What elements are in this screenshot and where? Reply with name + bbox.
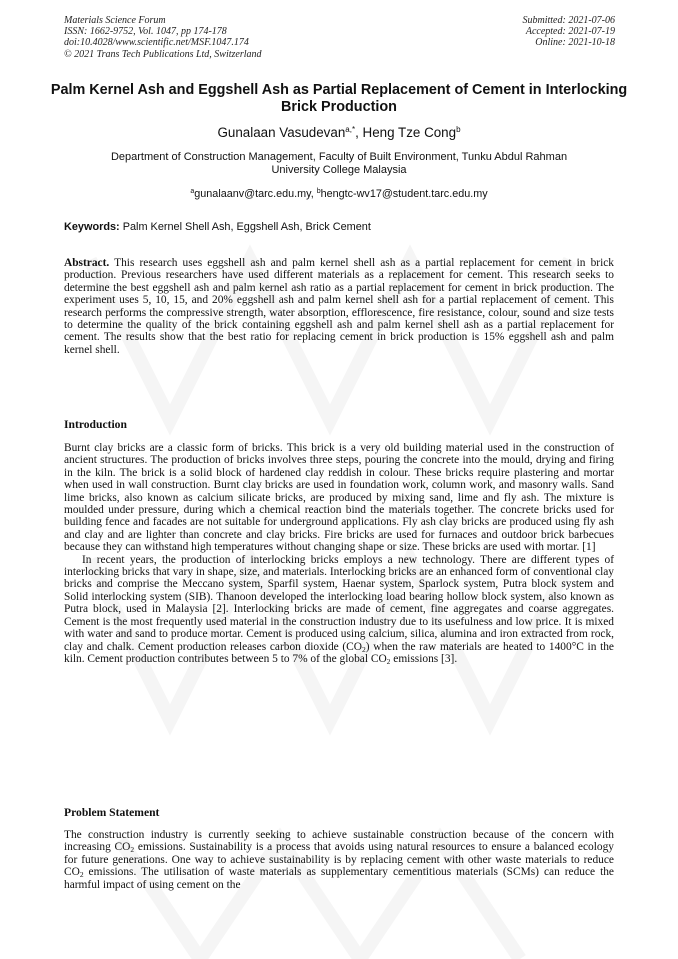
email-b-mark: b: [316, 188, 321, 195]
abstract: [64, 257, 614, 356]
journal-header-right: [523, 15, 616, 49]
journal-header-left: [64, 15, 262, 60]
problem-statement-body: [64, 829, 614, 891]
email-b: hengtc-wv17@student.tarc.edu.my: [320, 188, 488, 200]
doi-line: doi:10.4028/www.scientific.net/MSF.1047.174: [64, 37, 249, 49]
author-1-affiliation-mark: a,: [345, 125, 352, 134]
intro-p2-text-b: ) when the raw materials are heated to 1400°C in the kiln. Cement production contributes between 5 to 7% of the global CO: [64, 640, 614, 665]
problem-p1-text-c: emissions. The utilisation of waste materials as supplementary cementitious materials (SCMs) can reduce the harmful impact of using cement on the: [64, 866, 614, 891]
problem-p1-text-b: emissions. Sustainability is a process that avoids using natural resources to ensure a balanced ecology for future generations. One way to achieve sustainability is by replacing cement with other waste materials to reduce CO: [64, 841, 614, 879]
co2-subscript: 2: [362, 644, 366, 654]
corresponding-author-mark: *: [351, 125, 356, 134]
abstract-text: This research uses eggshell ash and palm kernel shell ash as a partial replacement for cement in brick production. Previous researchers have used different materials as a replacement for cement. This research seeks to determine the best eggshell ash and palm kernel ash ratio as a partial replacement for cement in brick production. The experiment uses 5, 10, 15, and 20% eggshell ash and palm kernel shell ash for a partial replacement of cement. This research performs the compressive strength, water absorption, efflorescence, fire resistance, colour, sound and size tests to determine the quality of the brick containing eggshell ash and palm kernel shell ash as a partial replacement for cement. The results show that the best ratio for replacing cement in brick production is 15% eggshell ash and palm kernel shell.: [64, 257, 614, 356]
journal-name: Materials Science Forum: [64, 15, 166, 26]
author-separator: ,: [355, 125, 363, 140]
problem-paragraph-1: [64, 829, 614, 891]
intro-p2-text-a: In recent years, the production of interlocking bricks employs a new technology. There are different types of interlocking bricks that vary in shape, size, and materials. Interlocking bricks are an enhanced form of conventional clay bricks and comprise the Meccano system, Sparfil system, Haenar system, Sparlock system, Putra block system and Solid interlocking system (SIB). Thanoon developed the interlocking load bearing hollow block system, also known as Putra block, used in Malaysia [2]. Interlocking bricks are made of cement, fine aggregates and coarse aggregates. Cement is the most frequently used material in the construction industry due to its usefulness and low price. It is mixed with water and sand to produce mortar. Cement is produced using calcium, silica, alumina and iron extracted from rock, clay and chalk. Cement production releases carbon dioxide (CO: [64, 553, 614, 653]
keywords-label: Keywords:: [64, 221, 120, 233]
email-a: gunalaanv@tarc.edu.my,: [194, 188, 317, 200]
author-2: Heng Tze Cong: [362, 125, 457, 140]
keywords: [64, 221, 616, 234]
co2-subscript: 2: [130, 845, 135, 855]
issn-line: ISSN: 1662-9752, Vol. 1047, pp 174-178: [64, 26, 227, 38]
paper-title: Palm Kernel Ash and Eggshell Ash as Partial Replacement of Cement in Interlocking Brick Production: [50, 82, 628, 115]
intro-paragraph-1: Burnt clay bricks are a classic form of bricks. This brick is a very old building material used in the construction of ancient structures. The production of bricks involves three steps, pouring the concrete into the mould, drying and firing in the kiln. The brick is a solid block of hardened clay reddish in colour. These bricks require plastering and mortar when used in wall construction. Burnt clay bricks are used in foundation work, column work, and masonry walls. Sand lime bricks, also known as calcium silicate bricks, are produced by mixing sand, lime and fly ash. The mixture is moulded under pressure, during which a chemical reaction bind the materials together. The concrete bricks used for building fence and facades are not suitable for underground applications. Fly ash clay bricks are produced using fly ash and clay and are lighter than concrete and clay bricks. Fire bricks are used for furnaces and outdoor brick barbecues because they can withstand high temperatures without changing shape or size. These bricks are used with mortar. [1]: [64, 442, 614, 554]
affiliation-line-2: University College Malaysia: [271, 164, 407, 177]
introduction-body: [64, 442, 614, 665]
email-a-mark: a: [190, 188, 195, 195]
problem-p1-text-a: The construction industry is currently seeking to achieve sustainable construction because of the concern with increasing CO: [64, 829, 614, 854]
intro-paragraph-2: [64, 554, 614, 666]
affiliation: [60, 151, 618, 178]
co2-subscript: 2: [386, 656, 391, 666]
keywords-text: Palm Kernel Shell Ash, Eggshell Ash, Brick Cement: [119, 221, 371, 233]
author-line: [40, 125, 638, 141]
abstract-label: Abstract.: [64, 257, 110, 269]
author-1: Gunalaan Vasudevan: [217, 125, 346, 140]
author-emails: [60, 188, 618, 201]
author-2-affiliation-mark: b: [456, 125, 461, 134]
accepted-date: Accepted: 2021-07-19: [525, 26, 615, 38]
submitted-date: Submitted: 2021-07-06: [522, 15, 615, 26]
online-date: Online: 2021-10-18: [535, 37, 615, 49]
problem-statement-heading: Problem Statement: [64, 806, 160, 819]
affiliation-line-1: Department of Construction Management, Faculty of Built Environment, Tunku Abdul Rahman: [110, 151, 568, 163]
copyright-line: © 2021 Trans Tech Publications Ltd, Switzerland: [64, 48, 262, 60]
introduction-heading: Introduction: [64, 418, 127, 431]
co2-subscript: 2: [79, 870, 84, 880]
intro-p2-text-c: emissions [3].: [390, 652, 458, 665]
